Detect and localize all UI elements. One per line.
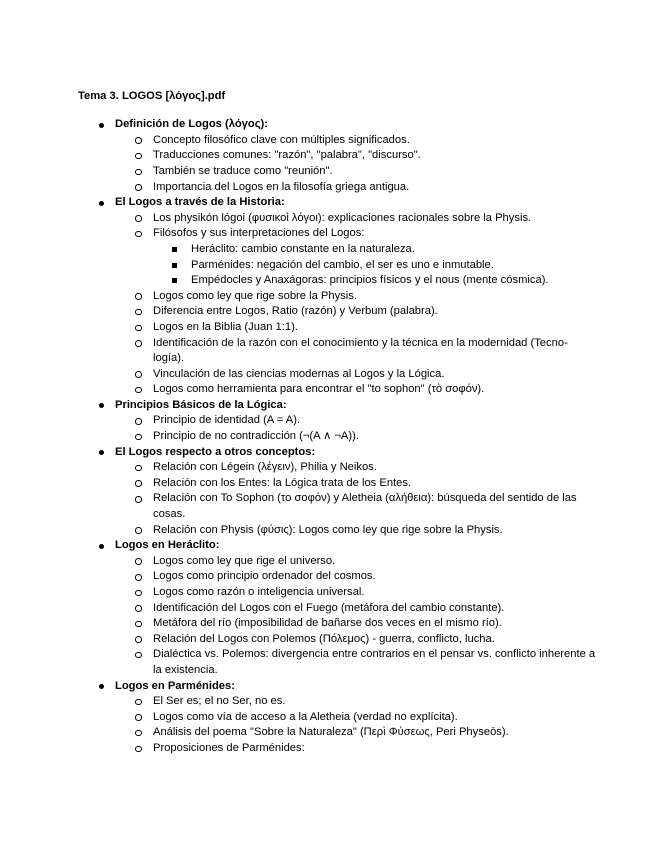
section-item xyxy=(78,538,598,678)
list-item xyxy=(115,211,598,227)
document-page xyxy=(78,89,598,757)
list-item-text: Logos como principio ordenador del cosmos. xyxy=(153,570,376,583)
list-item-text: Relación con Physis (φύσις): Logos como ley que rige sobre la Physis. xyxy=(153,523,503,536)
list-item-text: Dialéctica vs. Polemos: divergencia entre contrarios en el pensar vs. conflicto inherente a la existencia. xyxy=(153,648,596,676)
list-item xyxy=(115,429,598,445)
section-sublist xyxy=(115,211,598,398)
list-item xyxy=(115,491,598,522)
list-item-text: Proposiciones de Parménides: xyxy=(153,741,305,754)
list-item-text: Logos como ley que rige el universo. xyxy=(153,554,336,567)
list-item xyxy=(115,413,598,429)
list-item-text: Filósofos y sus interpretaciones del Logos: xyxy=(153,227,365,240)
list-item xyxy=(115,336,598,367)
list-item xyxy=(115,476,598,492)
list-item xyxy=(115,585,598,601)
list-item xyxy=(115,289,598,305)
list-item-text: Relación con los Entes: la Lógica trata de los Entes. xyxy=(153,476,412,489)
list-item xyxy=(115,616,598,632)
section-heading: Definición de Logos (λόγος): xyxy=(115,118,268,131)
section-heading: Logos en Heráclito: xyxy=(115,539,220,552)
section-item xyxy=(78,195,598,398)
outline-list xyxy=(78,117,598,756)
list-item-text: Principio de no contradicción (¬(A ∧ ¬A)). xyxy=(153,430,359,443)
list-item-text: Principio de identidad (A = A). xyxy=(153,414,301,427)
section-heading: El Logos a través de la Historia: xyxy=(115,196,285,209)
list-item xyxy=(115,304,598,320)
section-item xyxy=(78,679,598,757)
section-heading: Logos en Parménides: xyxy=(115,679,235,692)
list-item xyxy=(115,180,598,196)
list-item-text: Identificación de la razón con el conocimiento y la técnica en la modernidad (Tecno-logía). xyxy=(153,336,568,365)
nested-list-item xyxy=(153,242,598,258)
list-item-text: Traducciones comunes: "razón", "palabra", "discurso". xyxy=(153,149,421,162)
list-item xyxy=(115,164,598,180)
section-sublist xyxy=(115,460,598,538)
section-sublist xyxy=(115,133,598,195)
section-sublist xyxy=(115,694,598,756)
document-title: Tema 3. LOGOS [λόγος].pdf xyxy=(78,90,226,102)
list-item xyxy=(115,725,598,741)
list-item xyxy=(115,148,598,164)
nested-list-item xyxy=(153,273,598,289)
list-item-text: Logos como vía de acceso a la Aletheia (verdad no explícita). xyxy=(153,710,458,723)
section-sublist xyxy=(115,413,598,444)
list-item-text: Logos como herramienta para encontrar el "to sophon" (τὸ σοφόν). xyxy=(153,383,485,396)
list-item xyxy=(115,133,598,149)
list-item-text: Relación con To Sophon (το σοφόν) y Aletheia (αλήθεια): búsqueda del sentido de las cosas. xyxy=(153,492,577,521)
list-item-text: Relación del Logos con Polemos (Πόλεμος) - guerra, conflicto, lucha. xyxy=(153,632,495,645)
list-item-text: Concepto filosófico clave con múltiples significados. xyxy=(153,133,410,146)
list-item-text: Relación con Légein (λέγειν), Philia y Neikos. xyxy=(153,461,377,474)
list-item-text: Vinculación de las ciencias modernas al Logos y la Lógica. xyxy=(153,367,445,380)
section-item xyxy=(78,117,598,195)
nested-list-item-text: Heráclito: cambio constante en la naturaleza. xyxy=(191,242,415,255)
list-item xyxy=(115,601,598,617)
list-item-text: Análisis del poema "Sobre la Naturaleza" (Περὶ Φύσεως, Peri Physeōs). xyxy=(153,726,509,739)
list-item-text: Los physikón lógoi (φυσικοὶ λόγοι): explicaciones racionales sobre la Physis. xyxy=(153,211,532,224)
list-item xyxy=(115,741,598,757)
list-item xyxy=(115,647,598,678)
nested-list-item-text: Empédocles y Anaxágoras: principios físicos y el nous (mente cósmica). xyxy=(191,274,549,287)
list-item xyxy=(115,320,598,336)
list-item xyxy=(115,523,598,539)
list-item xyxy=(115,632,598,648)
list-item xyxy=(115,226,598,288)
list-item-text: Identificación del Logos con el Fuego (metáfora del cambio constante). xyxy=(153,601,505,614)
list-item-text: Metáfora del río (imposibilidad de bañarse dos veces en el mismo río). xyxy=(153,617,502,630)
list-item-text: Importancia del Logos en la filosofía griega antigua. xyxy=(153,180,410,193)
section-heading: El Logos respecto a otros conceptos: xyxy=(115,445,316,458)
list-item xyxy=(115,367,598,383)
section-sublist xyxy=(115,554,598,679)
nested-sublist xyxy=(153,242,598,289)
list-item-text: Diferencia entre Logos, Ratio (razón) y Verbum (palabra). xyxy=(153,305,438,318)
section-item xyxy=(78,445,598,539)
list-item-text: También se traduce como "reunión". xyxy=(153,164,333,177)
nested-list-item xyxy=(153,258,598,274)
nested-list-item-text: Parménides: negación del cambio, el ser es uno e inmutable. xyxy=(191,258,494,271)
list-item xyxy=(115,382,598,398)
list-item xyxy=(115,554,598,570)
list-item xyxy=(115,710,598,726)
list-item-text: Logos como ley que rige sobre la Physis. xyxy=(153,289,357,302)
list-item xyxy=(115,460,598,476)
list-item-text: Logos como razón o inteligencia universal. xyxy=(153,586,365,598)
list-item-text: Logos en la Biblia (Juan 1:1). xyxy=(153,320,298,333)
section-item xyxy=(78,398,598,445)
list-item-text: El Ser es; el no Ser, no es. xyxy=(153,695,286,708)
list-item xyxy=(115,569,598,585)
list-item xyxy=(115,694,598,710)
section-heading: Principios Básicos de la Lógica: xyxy=(115,398,287,411)
